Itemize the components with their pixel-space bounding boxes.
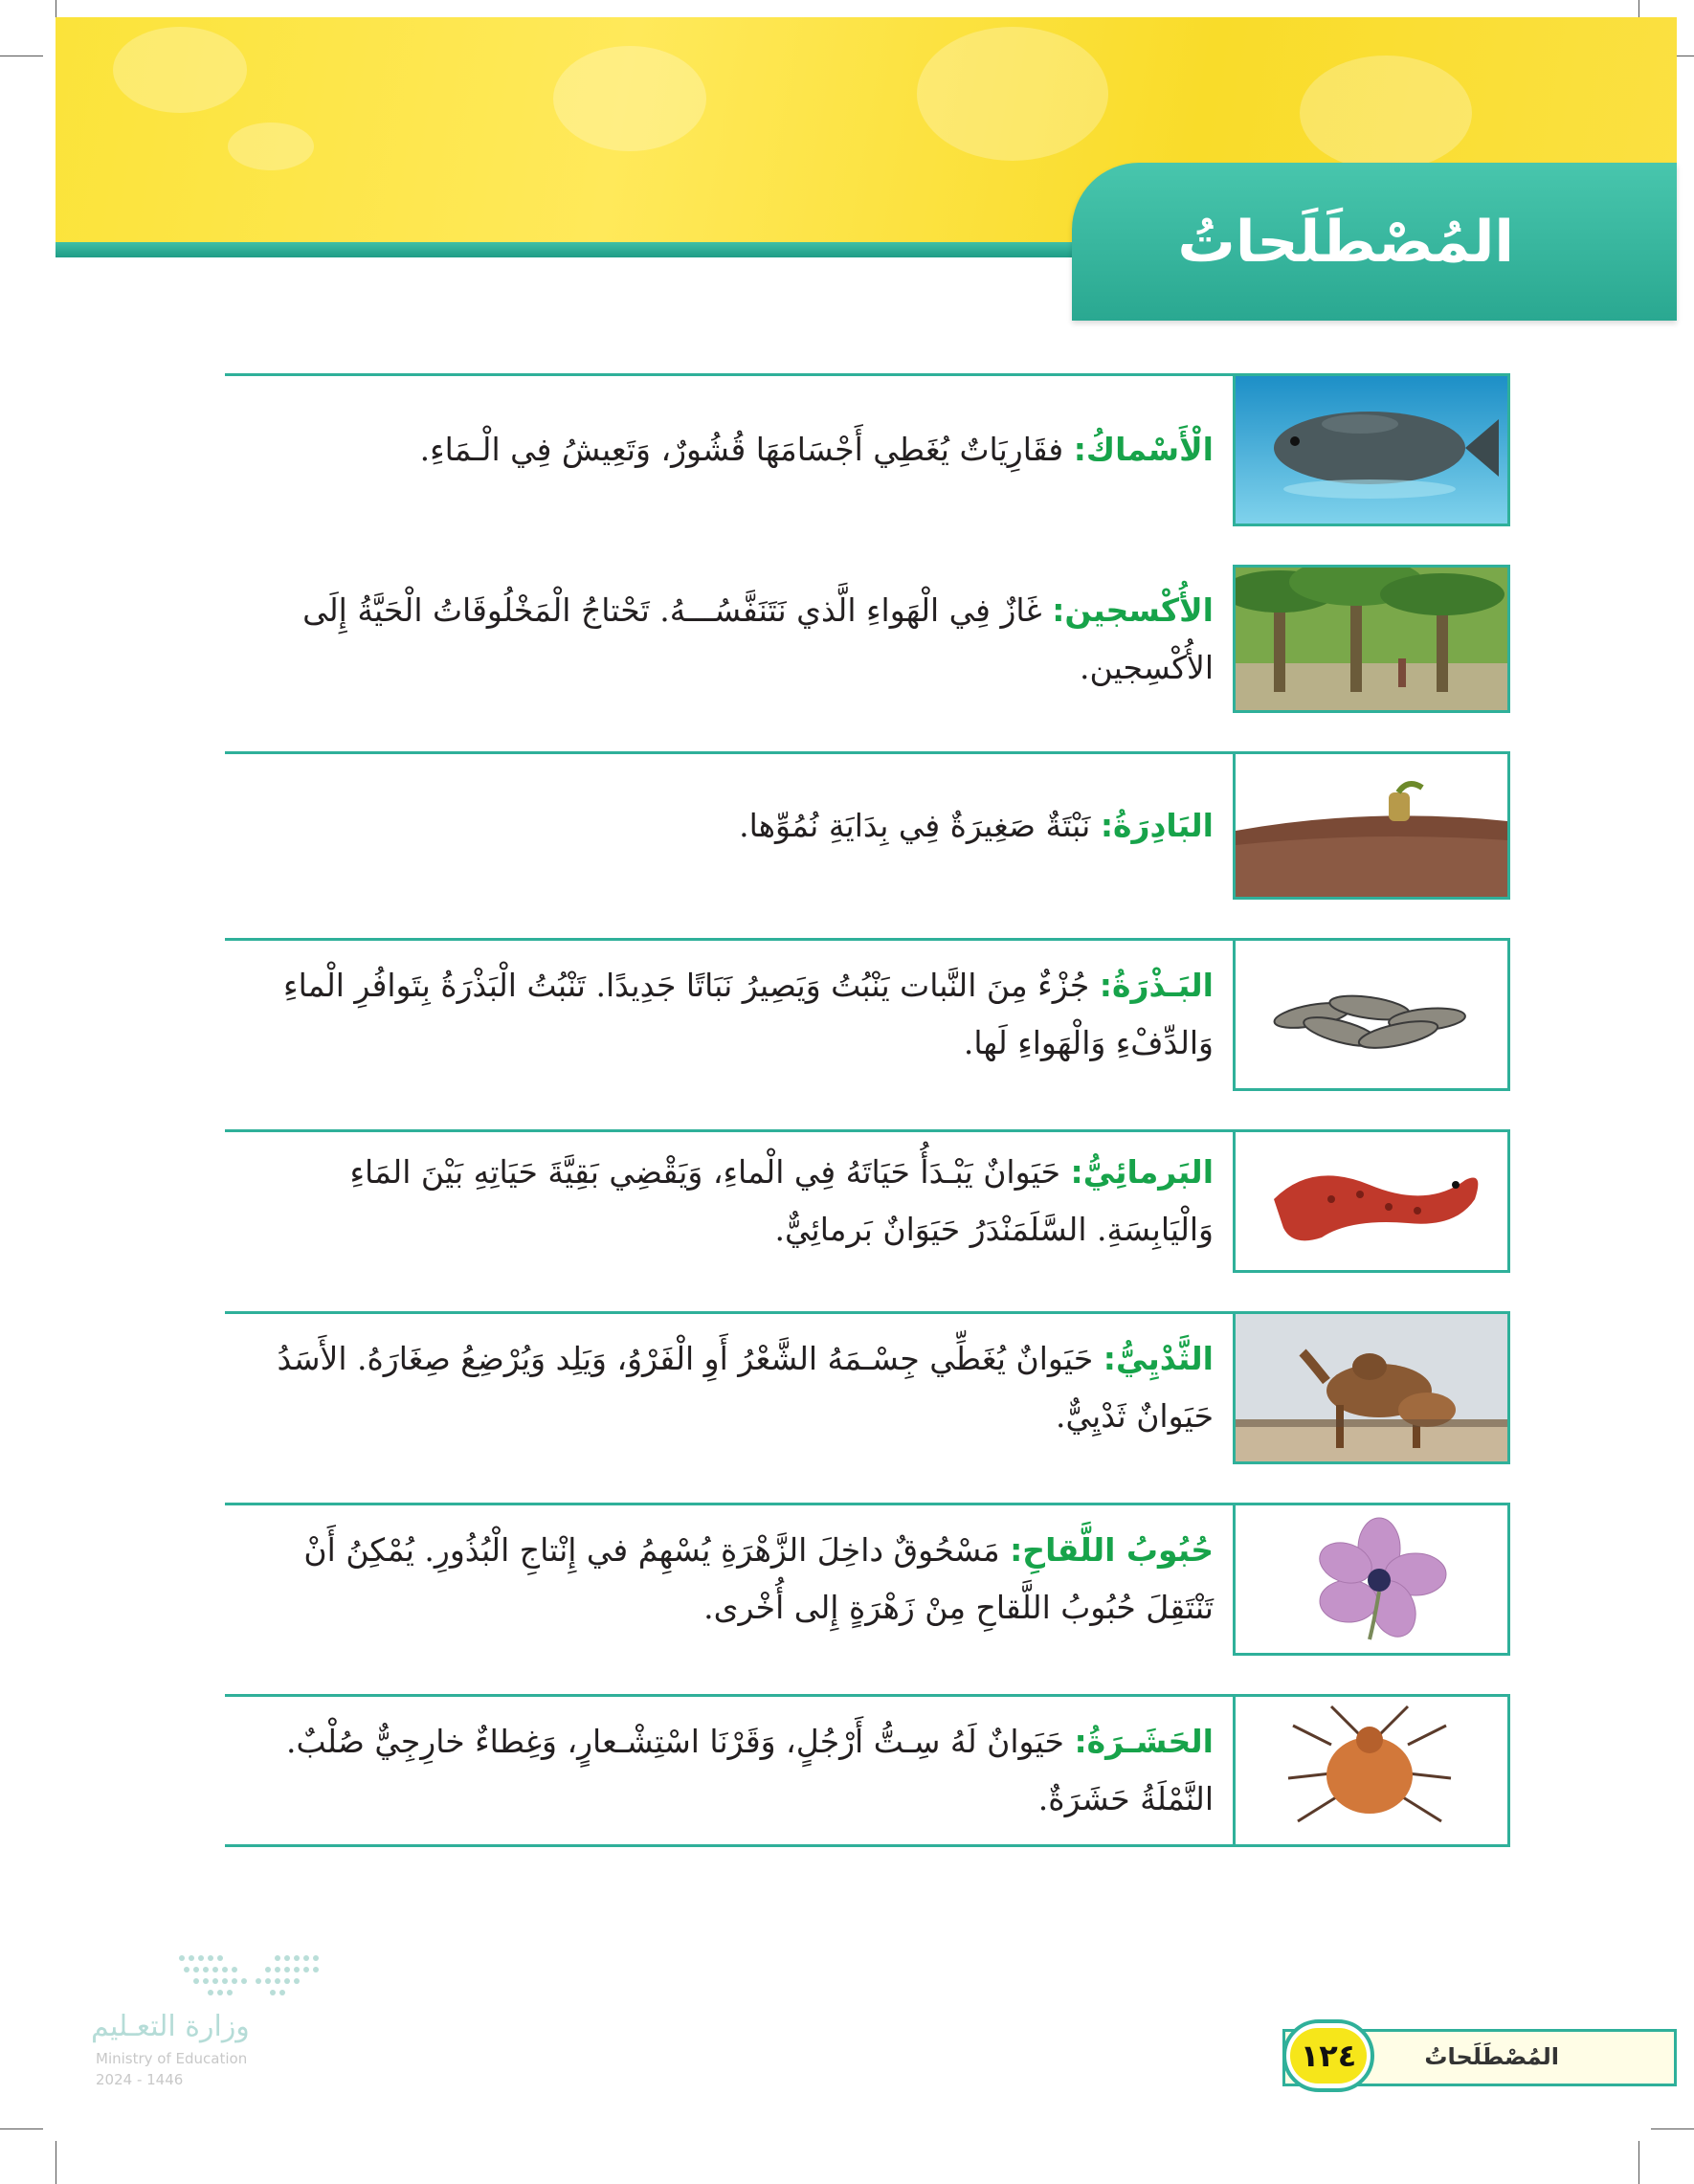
term-word: البَـذْرَةُ: [1099, 967, 1214, 1004]
footer-section-label: المُصْطَلَحاتُ [1424, 2043, 1559, 2070]
term-text [225, 1129, 1233, 1273]
page-number: ١٢٤ [1290, 2028, 1367, 2084]
term-text [225, 938, 1233, 1091]
insect-image [1233, 1694, 1510, 1847]
term-definition: غَازٌ فِي الْهَواءِ الَّذي نَتَنَفَّسُـــهُ. تَحْتاجُ الْمَخْلُوقَاتُ الْحَيَّةُ إِلَى الأُكْسِجين. [302, 591, 1214, 686]
term-definition: مَسْحُوقٌ داخِلَ الزَّهْرَةِ يُسْهِمُ في إِنْتاجِ الْبُذُورِ. يُمْكِنُ أَنْ تَنْتَقِلَ حُبُوبُ اللَّقاحِ مِنْ زَهْرَةٍ إِلى أُخْرى. [303, 1531, 1214, 1626]
page-title: المُصْطَلَحاتُ [1177, 209, 1514, 276]
term-definition: حَيَوانٌ يُغَطِّي جِسْـمَهُ الشَّعْرُ أَوِ الْفَرْوُ، وَيَلِد وَيُرْضِعُ صِغَارَهُ. الأَسَدُ حَيَوانٌ ثَدْيِيٌّ. [277, 1340, 1214, 1435]
ministry-name-ar: وزارة التعـليم [91, 2010, 250, 2043]
page-number-badge [1282, 2019, 1374, 2092]
term-word: حُبُوبُ اللَّقاحِ: [1010, 1531, 1214, 1569]
term-word: الحَشَـرَةُ: [1074, 1723, 1214, 1760]
term-text [225, 1694, 1233, 1847]
term-definition: حَيَوانٌ يَبْـدَأُ حَيَاتَهُ فِي الْماءِ، وَيَقْضِي بَقِيَّةَ حَيَاتِهِ بَيْنَ المَاءِ وَالْيَابِسَةِ. السَّلَمَنْدَرُ حَيَوَانٌ بَرمائِيٌّ. [349, 1153, 1214, 1248]
term-row [225, 373, 1510, 526]
camels-image [1233, 1311, 1510, 1464]
term-text [225, 751, 1233, 900]
term-row [225, 1503, 1510, 1656]
crop-mark [0, 2128, 43, 2129]
term-row [225, 565, 1510, 713]
seedling-image [1233, 751, 1510, 900]
term-word: الْأَسْماكُ: [1073, 431, 1214, 468]
term-word: الأُكْسجين: [1052, 591, 1214, 629]
crop-mark [1638, 2141, 1639, 2184]
term-word: البَرمائِيُّ: [1070, 1153, 1214, 1191]
ministry-name-en: Ministry of Education [96, 2050, 248, 2067]
crop-mark [1651, 2128, 1694, 2129]
term-row [225, 938, 1510, 1091]
term-text [225, 565, 1233, 713]
salamander-image [1233, 1129, 1510, 1273]
term-row [225, 1694, 1510, 1847]
term-text [225, 1311, 1233, 1464]
term-row [225, 1129, 1510, 1273]
ministry-logo [91, 1952, 330, 2088]
term-word: الثَّدْيِيُّ: [1103, 1340, 1214, 1377]
edition-year: 2024 - 1446 [96, 2071, 184, 2088]
flower-image [1233, 1503, 1510, 1656]
fish-image [1233, 373, 1510, 526]
term-definition: فقَارِيَاتٌ يُغَطِي أَجْسَامَهَا قُشُورٌ، وَتَعِيشُ فِي الْـمَاءِ. [419, 431, 1074, 468]
term-definition: جُزْءٌ مِنَ النَّبات يَنْبُتُ وَيَصِيرُ نَبَاتًا جَدِيدًا. تَنْبُتُ الْبَذْرَةُ بِتَوافُرِ الْماءِ وَالدِّفْءِ وَالْهَواءِ لَها. [283, 967, 1214, 1061]
title-tab [1072, 163, 1677, 321]
term-row [225, 751, 1510, 900]
seeds-image [1233, 938, 1510, 1091]
term-definition: نَبْتَةٌ صَغِيرَةٌ فِي بِدَايَةِ نُمُوِّها. [739, 806, 1101, 844]
term-word: البَادِرَةُ: [1100, 806, 1214, 844]
palm-trees-image [1233, 565, 1510, 713]
term-text [225, 1503, 1233, 1656]
term-text [225, 373, 1233, 526]
term-row [225, 1311, 1510, 1464]
term-definition: حَيَوانٌ لَهُ سِـتُّ أَرْجُلٍ، وَقَرْنَا اسْتِشْـعارٍ، وَغِطاءٌ خارِجِيٌّ صُلْبٌ. النَّمْلَةُ حَشَرَةٌ. [286, 1723, 1214, 1817]
